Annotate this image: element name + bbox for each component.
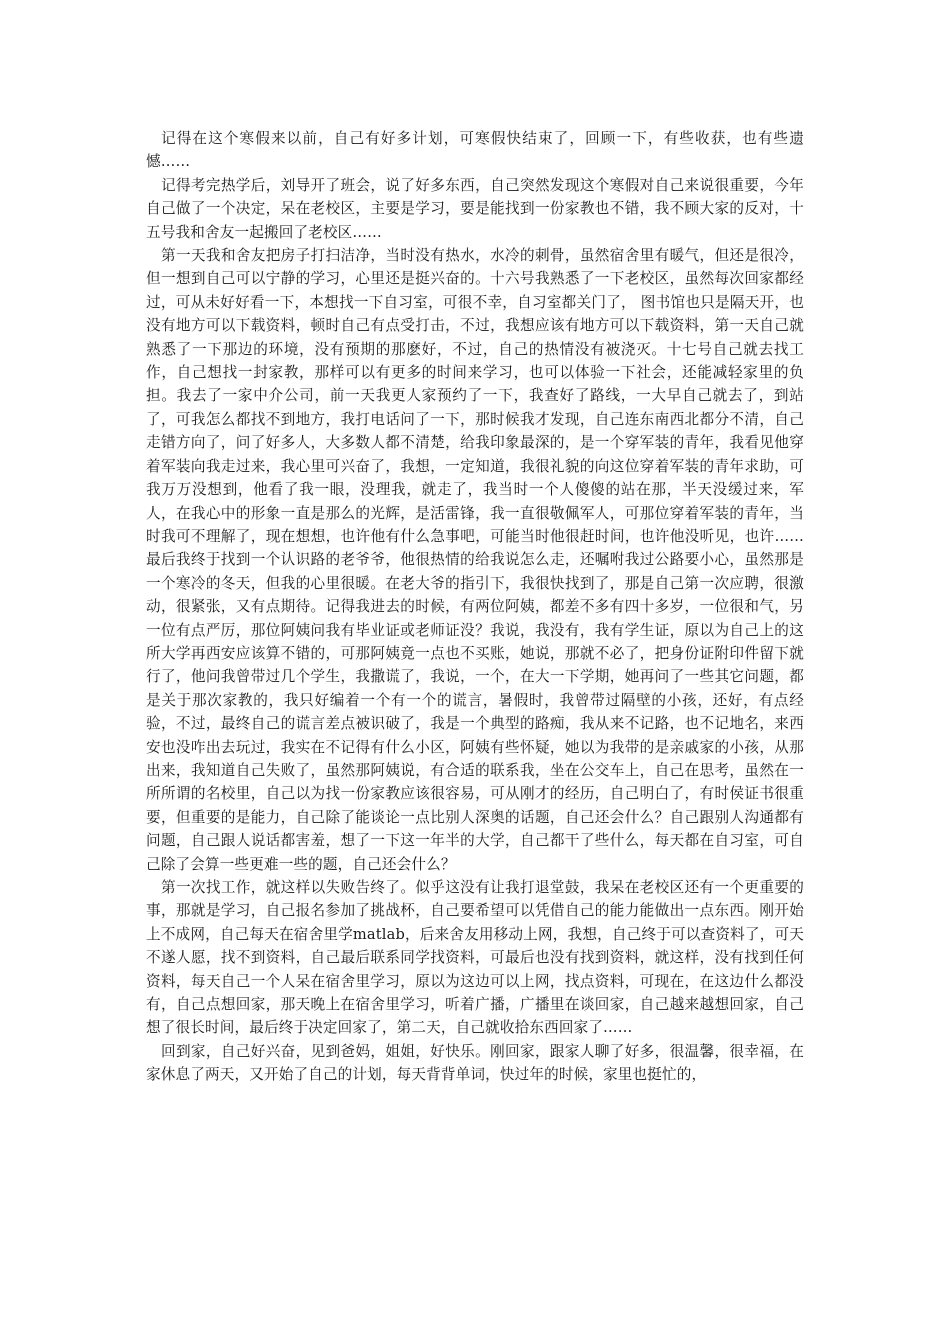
paragraph-2: 记得考完热学后，刘导开了班会，说了好多东西，自己突然发现这个寒假对自己来说很重要，今年自己做了一个决定，呆在老校区，主要是学习，要是能找到一份家教也不错，我不顾大家的反对，十五号我和舍友一起搬回了老校区……: [146, 176, 804, 241]
paragraph-5: 回到家，自己好兴奋，见到爸妈，姐姐，好快乐。刚回家，跟家人聊了好多，很温馨，很幸福，在家休息了两天，又开始了自己的计划，每天背背单词，快过年的时候，家里也挺忙的，: [146, 1042, 804, 1084]
paragraph-1: 记得在这个寒假来以前，自己有好多计划，可寒假快结束了，回顾一下，有些收获，也有些遗憾……: [146, 130, 804, 171]
paragraph-3: 第一天我和舍友把房子打扫洁净，当时没有热水，水冷的刺骨，虽然宿舍里有暖气，但还是很冷，但一想到自己可以宁静的学习，心里还是挺兴奋的。十六号我熟悉了一下老校区，虽然每次回家都经过，可从未好好看一下，本想找一下自习室，可很不幸，自习室都关门了， 图书馆也只是隔天开，也没有地方可以下载资料，顿时自己有点受打击，不过，我想应该有地方可以下载资料，第一天自己就熟悉了一下那边的环境，没有预期的那麽好，不过，自己的热情没有被浇灭。十七号自己就去找工作，自己想找一封家教，那样可以有更多的时间来学习，也可以体验一下社会，还能减轻家里的负担。我去了一家中介公司，前一天我更人家预约了一下，我查好了路线，一大早自己就去了，到站了，可我怎么都找不到地方，我打电话问了一下，那时候我才发现，自己连东南西北都分不清，自己走错方向了，问了好多人，大多数人都不清楚，给我印象最深的，是一个穿军装的青年，我看见他穿着军装向我走过来，我心里可兴奋了，我想，一定知道，我很礼貌的向这位穿着军装的青年求助，可我万万没想到，他看了我一眼，没理我，就走了，我当时一个人傻傻的站在那，半天没缓过来，军人，在我心中的形象一直是那么的光辉，是活雷锋，我一直很敬佩军人，可那位穿着军装的青年，当时我可不理解了，现在想想，也许他有什么急事吧，可能当时他很赶时间，也许他没听见，也许……最后我终于找到一个认识路的老爷爷，他很热情的给我说怎么走，还嘱咐我过公路要小心，虽然那是一个寒冷的冬天，但我的心里很暖。在老大爷的指引下，我很快找到了，那是自己第一次应聘，很激动，很紧张，又有点期待。记得我进去的时候，有两位阿姨，都差不多有四十多岁，一位很和气，另一位有点严厉，那位阿姨问我有毕业证或老师证没？我说，我没有，我有学生证，原以为自己上的这所大学再西安应该算不错的，可那阿姨竟一点也不买账，她说，那就不必了，把身份证附印件留下就行了，他问我曾带过几个学生，我撒谎了，我说，一个，在大一下学期，她再问了一些其它问题，都是关于那次家教的，我只好编着一个有一个的谎言，暑假时，我曾带过隔壁的小孩，还好，有点经验，不过，最终自己的谎言差点被识破了，我是一个典型的路痴，我从来不记路，也不记地名，来西安也没咋出去玩过，我实在不记得有什么小区，阿姨有些怀疑，她以为我带的是亲戚家的小孩，从那出来，我知道自己失败了，虽然那阿姨说，有合适的联系我，坐在公交车上，自己在思考，虽然在一所所谓的名校里，自己以为找一份家教应该很容易，可从刚才的经历，自己明白了，有时侯证书很重要，但重要的是能力，自己除了能谈论一点比别人深奥的话题，自己还会什么？自己跟别人沟通都有问题，自己跟人说话都害羞，想了一下这一年半的大学，自己都干了些什么，每天都在自习室，可自己除了会算一些更难一些的题，自己还会什么？: [146, 247, 804, 873]
document-body: [146, 127, 804, 1087]
paragraph-4: 第一次找工作，就这样以失败告终了。似乎这没有让我打退堂鼓，我呆在老校区还有一个更重要的事，那就是学习，自己报名参加了挑战杯，自己要希望可以凭借自己的能力能做出一点东西。刚开始上不成网，自己每天在宿舍里学matlab，后来舍友用移动上网，我想，自己终于可以查资料了，可天不遂人愿，找不到资料，自己最后联系同学找资料，可最后也没有找到资料，就这样，没有找到任何资料，每天自己一个人呆在宿舍里学习，原以为这边可以上网，找点资料，可现在，在这边什么都没有，自己点想回家，那天晚上在宿舍里学习，听着广播，广播里在谈回家，自己越来越想回家，自己想了很长时间，最后终于决定回家了，第二天，自己就收拾东西回家了……: [146, 879, 804, 1037]
